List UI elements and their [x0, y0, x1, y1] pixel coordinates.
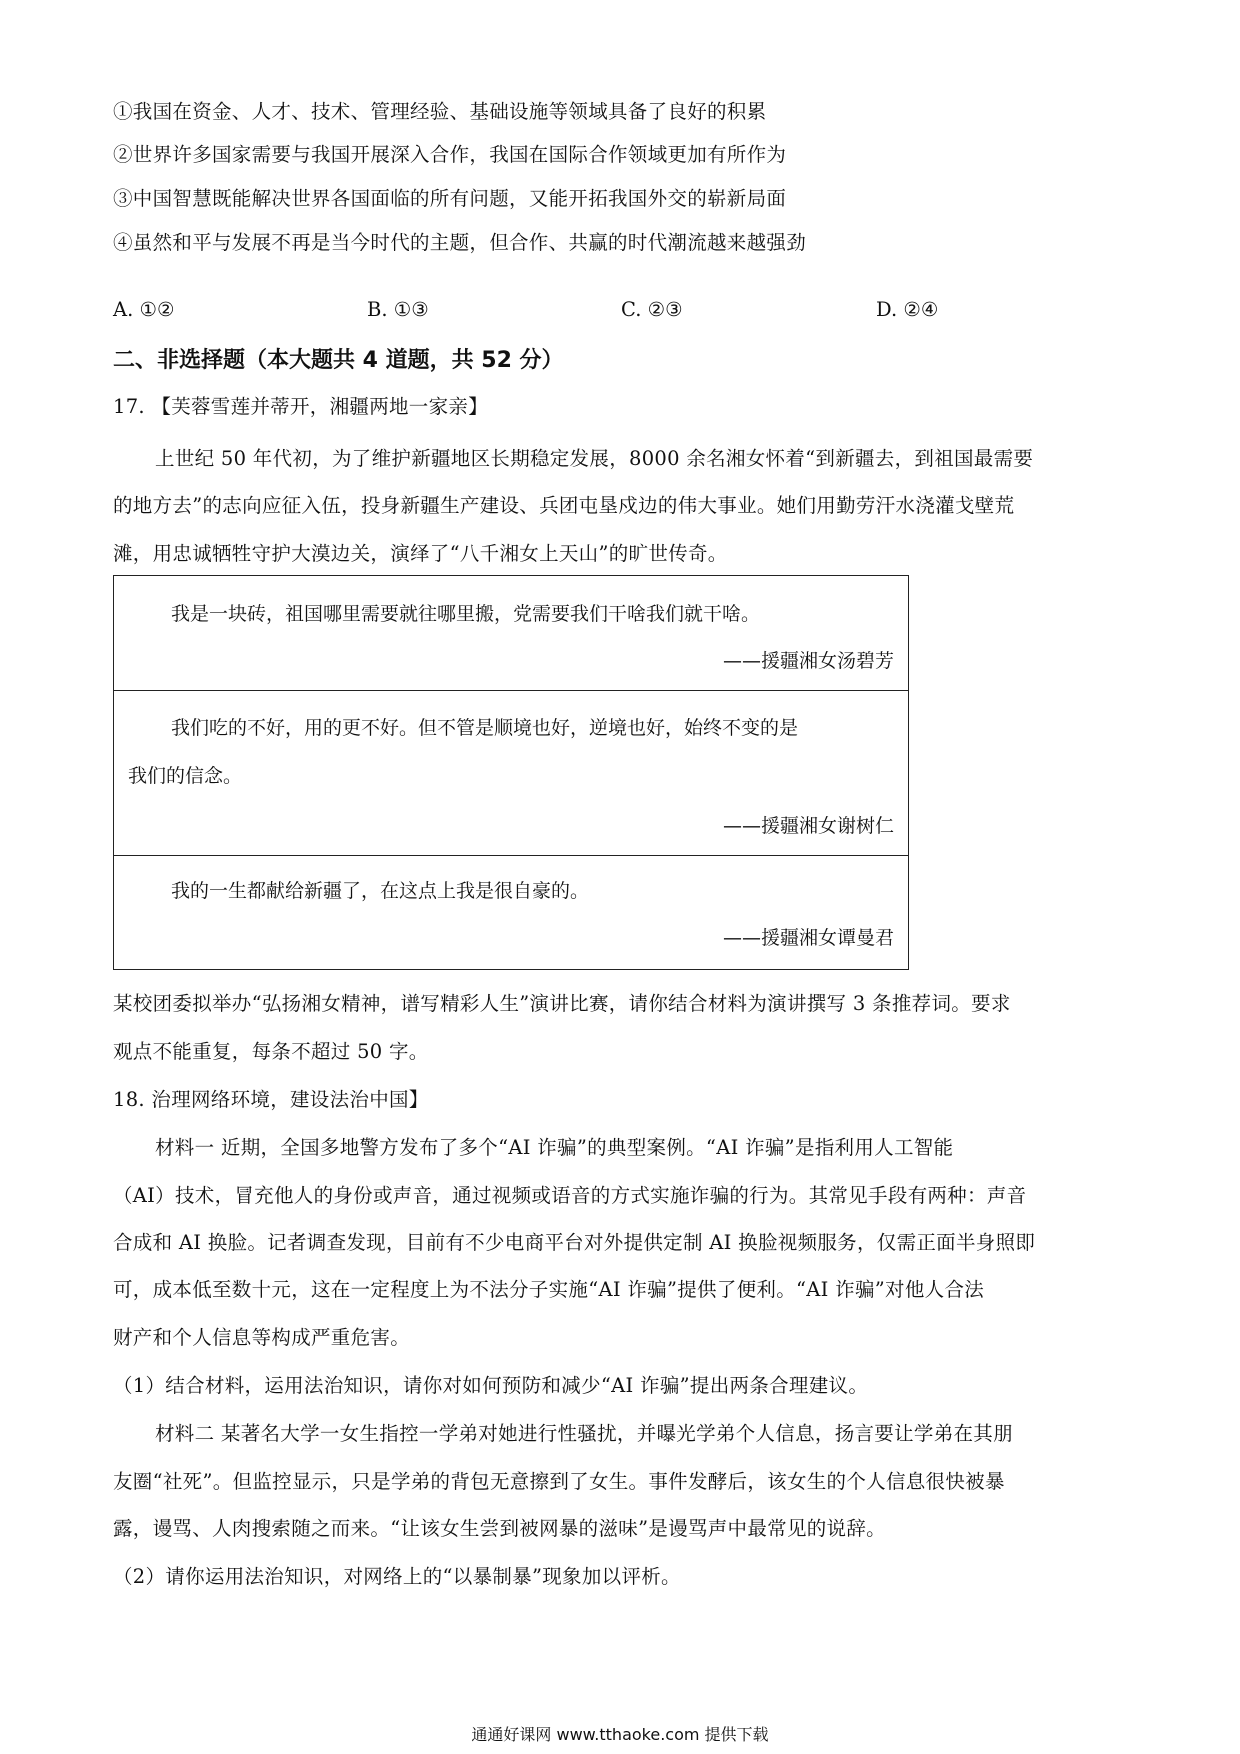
quote-source: ——援疆湘女汤碧芳 — [722, 650, 894, 672]
q18-material1-line: （AI）技术，冒充他人的身份或声音，通过视频或语音的方式实施诈骗的行为。其常见手段有两种：声音 — [113, 1184, 1027, 1207]
quote-cell — [114, 856, 908, 969]
answer-options — [113, 298, 1013, 326]
option-a: A. ①② — [113, 298, 175, 321]
q18-material2-line: 露，谩骂、人肉搜索随之而来。“让该女生尝到被网暴的滋味”是谩骂声中最常见的说辞。 — [113, 1517, 886, 1540]
quote-source: ——援疆湘女谭曼君 — [722, 927, 894, 949]
q18-material1-line: 材料一 近期，全国多地警方发布了多个“AI 诈骗”的典型案例。“AI 诈骗”是指利用人工智能 — [155, 1136, 954, 1159]
section-title: 二、非选择题（本大题共 4 道题，共 52 分） — [113, 348, 564, 373]
q18-material1-line: 可，成本低至数十元，这在一定程度上为不法分子实施“AI 诈骗”提供了便利。“AI 诈骗”对他人合法 — [113, 1278, 985, 1301]
q18-material2-line: 友圈“社死”。但监控显示，只是学弟的背包无意擦到了女生。事件发酵后，该女生的个人信息很快被暴 — [113, 1470, 1005, 1493]
quote-cell — [114, 691, 908, 856]
statement-1: ①我国在资金、人才、技术、管理经验、基础设施等领域具备了良好的积累 — [113, 100, 767, 123]
q17-task-line: 某校团委拟举办“弘扬湘女精神，谱写精彩人生”演讲比赛，请你结合材料为演讲撰写 3 条推荐词。要求 — [113, 992, 1011, 1015]
q18-material1-line: 合成和 AI 换脸。记者调查发现，目前有不少电商平台对外提供定制 AI 换脸视频服务，仅需正面半身照即 — [113, 1231, 1036, 1254]
statement-3: ③中国智慧既能解决世界各国面临的所有问题，又能开拓我国外交的崭新局面 — [113, 187, 787, 210]
quote-text: 我是一块砖，祖国哪里需要就往哪里搬，党需要我们干啥我们就干啥。 — [171, 603, 761, 625]
footer-credit: 通通好课网 www.tthaoke.com 提供下载 — [471, 1725, 769, 1744]
statement-4: ④虽然和平与发展不再是当今时代的主题，但合作、共赢的时代潮流越来越强劲 — [113, 231, 807, 254]
q18-material1-line: 财产和个人信息等构成严重危害。 — [113, 1326, 411, 1349]
option-c: C. ②③ — [621, 298, 683, 321]
q17-para-line: 滩，用忠诚牺牲守护大漠边关，演绎了“八千湘女上天山”的旷世传奇。 — [113, 542, 728, 565]
q17-task-line: 观点不能重复，每条不超过 50 字。 — [113, 1040, 429, 1063]
option-b: B. ①③ — [367, 298, 429, 321]
quote-text: 我的一生都献给新疆了，在这点上我是很自豪的。 — [171, 880, 590, 902]
q17-heading: 17. 【芙蓉雪莲并蒂开，湘疆两地一家亲】 — [113, 395, 489, 418]
quote-cell — [114, 576, 908, 691]
q18-subquestion-1: （1）结合材料，运用法治知识，请你对如何预防和减少“AI 诈骗”提出两条合理建议。 — [113, 1374, 869, 1397]
quote-text: 我们的信念。 — [128, 765, 243, 787]
quotes-table — [113, 575, 909, 970]
statement-2: ②世界许多国家需要与我国开展深入合作，我国在国际合作领域更加有所作为 — [113, 143, 787, 166]
q18-subquestion-2: （2）请你运用法治知识，对网络上的“以暴制暴”现象加以评析。 — [113, 1565, 681, 1588]
quote-text: 我们吃的不好，用的更不好。但不管是顺境也好，逆境也好，始终不变的是 — [171, 717, 799, 739]
q17-para-line: 的地方去”的志向应征入伍，投身新疆生产建设、兵团屯垦戍边的伟大事业。她们用勤劳汗水浇灌戈壁荒 — [113, 494, 1015, 517]
q18-material2-line: 材料二 某著名大学一女生指控一学弟对她进行性骚扰，并曝光学弟个人信息，扬言要让学弟在其朋 — [155, 1422, 1013, 1445]
q18-heading: 18. 治理网络环境，建设法治中国】 — [113, 1088, 429, 1111]
q17-para-line: 上世纪 50 年代初，为了维护新疆地区长期稳定发展，8000 余名湘女怀着“到新疆去，到祖国最需要 — [155, 447, 1034, 470]
option-d: D. ②④ — [876, 298, 939, 321]
quote-source: ——援疆湘女谢树仁 — [722, 815, 894, 837]
